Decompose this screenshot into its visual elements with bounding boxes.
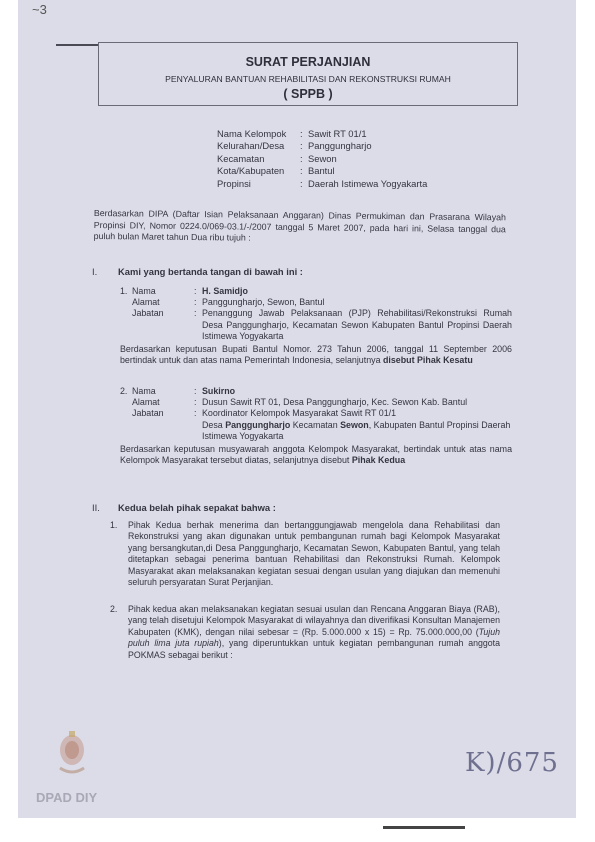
- info-label: Kota/Kabupaten: [217, 165, 285, 177]
- document-title: SURAT PERJANJIAN: [245, 55, 371, 69]
- handwritten-archive-number: K)/675: [465, 748, 559, 778]
- party-basis: Berdasarkan keputusan musyawarah anggota Kelompok Masyarakat, bertindak untuk atas nama Kelompok Masyarakat tersebut diatas, selanjutnya disebut Pihak Kedua: [120, 444, 512, 466]
- party-basis: Berdasarkan keputusan Bupati Bantul Nomor. 273 Tahun 2006, tanggal 11 September 2006 bertindak untuk dan atas nama Pemerintah Indonesia, selanjutnya disebut Pihak Kesatu: [120, 344, 512, 366]
- party-position: Koordinator Kelompok Masyarakat Sawit RT 01/1: [202, 408, 397, 419]
- group-info: [217, 128, 427, 190]
- party-number: 1.: [120, 286, 128, 296]
- party-name: Sukirno: [202, 386, 236, 396]
- info-label: Kelurahan/Desa: [217, 140, 285, 152]
- party-designation: disebut Pihak Kesatu: [382, 355, 473, 366]
- field-label: Alamat: [132, 397, 160, 408]
- party-address: Dusun Sawit RT 01, Desa Panggungharjo, Kec. Sewon Kab. Bantul: [202, 397, 468, 408]
- section-1-heading: [92, 266, 303, 277]
- document-code: ( SPPB ): [283, 87, 333, 101]
- party-address: Panggungharjo, Sewon, Bantul: [202, 297, 325, 308]
- party-position-location: Desa Panggungharjo Kecamatan Sewon, Kabupaten Bantul Propinsi Daerah Istimewa Yogyakarta: [202, 419, 511, 441]
- intro-paragraph: Berdasarkan DIPA (Daftar Isian Pelaksanaan Anggaran) Dinas Permukiman dan Prasarana Wilayah Propinsi DIY, Nomor 0224.0/069-03.1/-/2007 tanggal 5 Maret 2007, pada hari ini, Selasa tanggal dua puluh bulan Maret tahun Dua ribu tujuh :: [93, 208, 506, 243]
- title-box: [98, 42, 518, 106]
- archive-watermark: DPAD DIY: [36, 790, 98, 805]
- point-text: Pihak kedua akan melaksanakan kegiatan sesuai usulan dan Rencana Anggaran Biaya (RAB), yang telah disetujui Kelompok Masyarakat di wilayahnya dan diverifikasi Konsultan Manajemen Kabupaten (KMK), dengan nilai sebesar = (Rp. 5.000.000 x 15) = Rp. 75.000.000,00 (Tujuh puluh lima juta rupiah), yang diperuntukkan untuk kegiatan pembangunan rumah anggota POKMAS sebagai berikut :: [128, 604, 500, 660]
- point-number: 2.: [110, 604, 118, 614]
- field-label: Nama: [132, 386, 156, 396]
- point-number: 1.: [110, 520, 118, 530]
- info-label: Nama Kelompok: [217, 128, 287, 139]
- party-1: 1. Nama : H. Samidjo Alamat : Panggungharjo, Sewon, Bantul Jabatan : Penanggung Jawab Pelaksanaan (PJP) Rehabilitasi/Rekonstruksi Rumah Desa Panggungharjo, Kecamatan Sewon Kabupaten Bantul Propinsi Daerah Istimewa Yogyakarta Berdasarkan keputusan Bupati Bantul Nomor. 273 Tahun 2006, tanggal 11 September 2006 bertindak untuk dan atas nama Pemerintah Indonesia, selanjutnya disebut Pihak Kesatu: [120, 286, 512, 366]
- agreement-point: [110, 604, 500, 661]
- footer-mark: [383, 826, 465, 829]
- info-label: Kecamatan: [217, 152, 265, 164]
- party-position: Penanggung Jawab Pelaksanaan (PJP) Rehabilitasi/Rekonstruksi Rumah Desa Panggungharjo, Kecamatan Sewon Kabupaten Bantul Propinsi Daerah Istimewa Yogyakarta: [202, 308, 512, 341]
- info-value: Daerah Istimewa Yogyakarta: [308, 177, 428, 189]
- corner-mark: ~3: [32, 2, 47, 17]
- party-2: 2. Nama : Sukirno Alamat : Dusun Sawit RT 01, Desa Panggungharjo, Kec. Sewon Kab. Bantul Jabatan : Koordinator Kelompok Masyarakat Sawit RT 01/1 Desa Panggungharjo Kecamatan Sewon, Kabupaten Bantul Propinsi Daerah Istimewa Yogyakarta Berdasarkan keputusan musyawarah anggota Kelompok Masyarakat, bertindak untuk atas nama Kelompok Masyarakat tersebut diatas, selanjutnya disebut Pihak Kedua: [120, 386, 512, 466]
- section-number: II.: [92, 502, 100, 513]
- info-value: Bantul: [308, 165, 335, 177]
- section-title: Kami yang bertanda tangan di bawah ini :: [118, 266, 303, 277]
- archive-emblem-icon: [54, 728, 90, 778]
- agreement-point: [110, 520, 500, 588]
- field-label: Nama: [132, 286, 156, 296]
- info-row: Nama Kelompok : Sawit RT 01/1: [217, 128, 367, 139]
- section-number: I.: [92, 266, 98, 277]
- section-title: Kedua belah pihak sepakat bahwa :: [118, 502, 276, 513]
- info-value: Sewon: [308, 152, 337, 164]
- info-row: Propinsi : Daerah Istimewa Yogyakarta: [217, 177, 428, 189]
- info-value: Panggungharjo: [308, 140, 372, 152]
- info-label: Propinsi: [217, 177, 251, 189]
- document-page: [18, 0, 576, 818]
- party-designation: Pihak Kedua: [351, 455, 406, 466]
- field-label: Alamat: [132, 297, 160, 308]
- field-label: Jabatan: [132, 308, 164, 319]
- info-row: Kelurahan/Desa : Panggungharjo: [217, 140, 372, 152]
- info-row: Kota/Kabupaten : Bantul: [217, 165, 335, 177]
- party-number: 2.: [120, 386, 128, 396]
- margin-dash: [56, 44, 98, 46]
- info-row: Kecamatan : Sewon: [217, 152, 337, 164]
- info-value: Sawit RT 01/1: [308, 128, 367, 139]
- point-text: Pihak Kedua berhak menerima dan bertanggungjawab mengelola dana Rehabilitasi dan Rekonstruksi yang akan digunakan untuk pembangunan rumah bagi Kelompok Masyarakat yang bersangkutan,di Desa Panggungharjo, Kecamatan Sewon, Kabupaten Bantul, yang telah ditetapkan sebagai penerima bantuan Rehabilitasi dan Rekonstruksi Rumah. Kelompok Masyarakat akan melaksanakan kegiatan sesuai dengan usulan yang diajukan dan memenuhi seluruh persyaratan Surat Perjanjian.: [128, 520, 500, 588]
- field-label: Jabatan: [132, 408, 164, 419]
- section-2-heading: [92, 502, 276, 513]
- party-name: H. Samidjo: [202, 286, 248, 296]
- document-subtitle: PENYALURAN BANTUAN REHABILITASI DAN REKONSTRUKSI RUMAH: [165, 74, 451, 84]
